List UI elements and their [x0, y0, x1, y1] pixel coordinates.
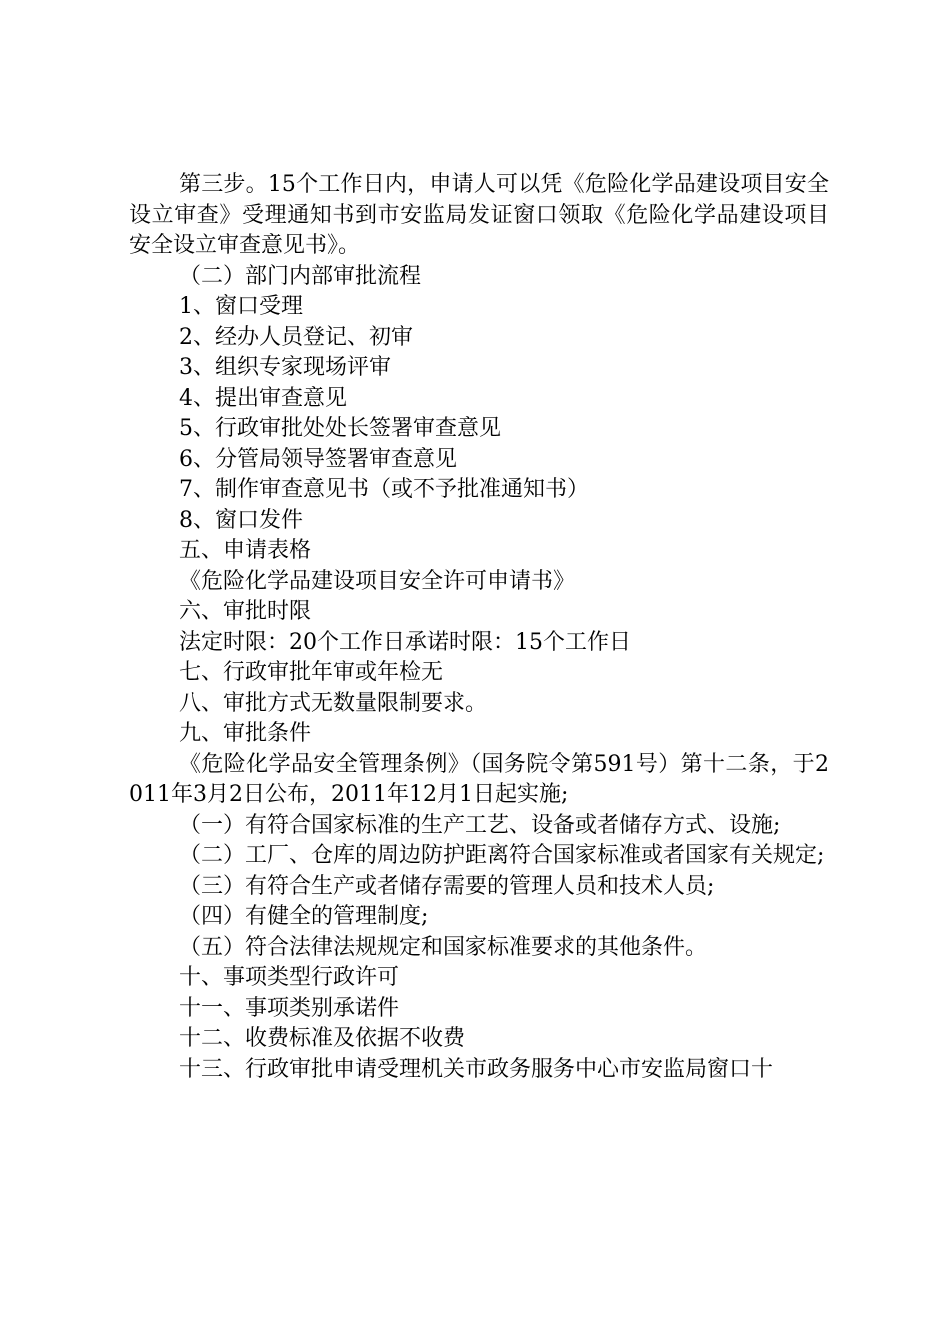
process-step-3: 3、组织专家现场评审	[179, 355, 391, 380]
application-form-name: 《危险化学品建设项目安全许可申请书》	[179, 568, 576, 594]
approval-method: 八、审批方式无数量限制要求。	[179, 690, 488, 716]
fee-standard: 十二、收费标准及依据不收费	[179, 1026, 466, 1051]
condition-4: （四）有健全的管理制度;	[179, 904, 429, 929]
heading-application-form: 五、申请表格	[179, 538, 312, 563]
process-step-1: 1、窗口受理	[179, 294, 303, 319]
process-step-8: 8、窗口发件	[179, 507, 303, 533]
paragraph-step-three: 第三步。15个工作日内，申请人可以凭《危险化学品建设项目安全设立审查》受理通知书到市安监局发证窗口领取《危险化学品建设项目安全设立审查意见书》。	[129, 172, 829, 258]
process-step-2: 2、经办人员登记、初审	[179, 324, 413, 350]
condition-5: （五）符合法律法规规定和国家标准要求的其他条件。	[179, 934, 708, 960]
heading-approval-conditions: 九、审批条件	[179, 721, 312, 746]
process-step-6: 6、分管局领导签署审查意见	[179, 446, 457, 472]
annual-review: 七、行政审批年审或年检无	[179, 660, 444, 685]
heading-time-limit: 六、审批时限	[179, 599, 312, 624]
condition-2: （二）工厂、仓库的周边防护距离符合国家标准或者国家有关规定;	[179, 843, 825, 868]
process-step-4: 4、提出审查意见	[179, 385, 347, 411]
item-category: 十一、事项类别承诺件	[179, 995, 400, 1021]
condition-1: （一）有符合国家标准的生产工艺、设备或者储存方式、设施;	[179, 812, 781, 838]
regulation-reference: 《危险化学品安全管理条例》（国务院令第591号）第十二条，于2011年3月2日公布，2011年12月1日起实施;	[129, 751, 829, 807]
time-limit-detail: 法定时限：20个工作日承诺时限：15个工作日	[179, 629, 631, 655]
process-step-7: 7、制作审查意见书（或不予批准通知书）	[179, 477, 589, 502]
heading-internal-process: （二）部门内部审批流程	[179, 263, 422, 289]
item-type: 十、事项类型行政许可	[179, 965, 400, 990]
condition-3: （三）有符合生产或者储存需要的管理人员和技术人员;	[179, 873, 715, 899]
document-body	[129, 170, 829, 1085]
process-step-5: 5、行政审批处处长签署审查意见	[179, 416, 501, 441]
accepting-authority: 十三、行政审批申请受理机关市政务服务中心市安监局窗口十	[179, 1056, 774, 1082]
